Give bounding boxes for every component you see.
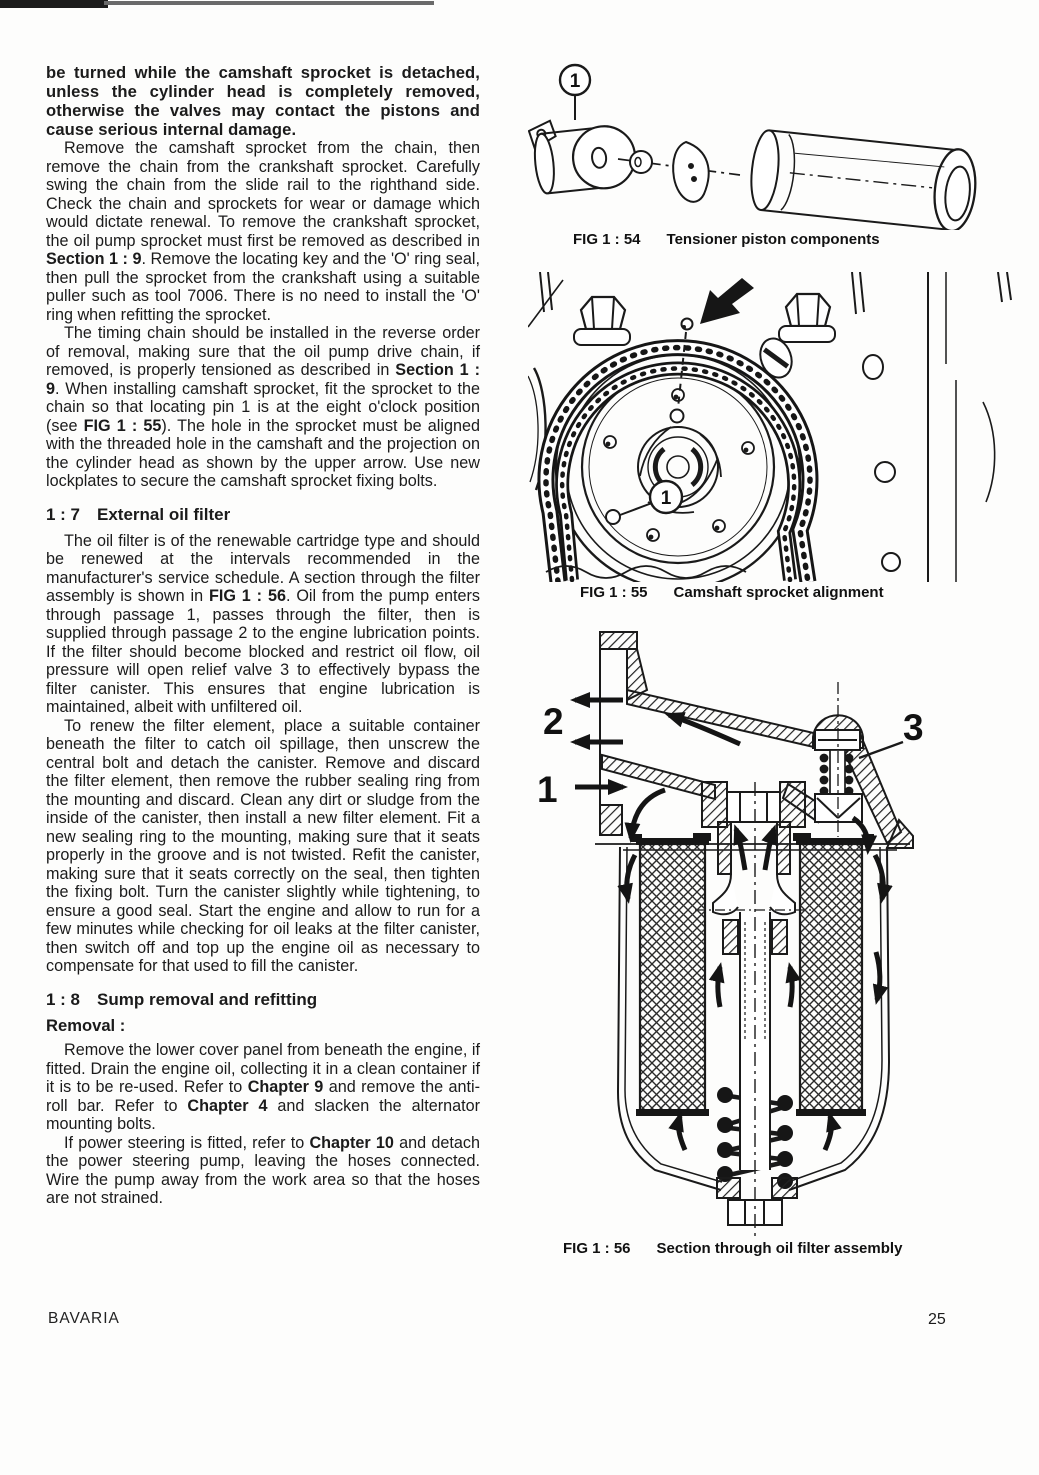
figure-oil-filter-section xyxy=(535,622,1035,1240)
relief-valve-label-3: 3 xyxy=(903,707,924,748)
body-paragraph: The timing chain should be installed in the reverse order of removal, making sure that the oil pump drive chain, if removed, is properly tensioned as described in Section 1 : 9. When installing camshaft sprocket, fit the sprocket to the chain so that locating pin 1 is at the eight o'clock position (see FIG 1 : 55). The hole in the sprocket must be aligned with the threaded hole in the camshaft and the projection on the cylinder head as shown by the upper arrow. Use new lockplates to secure the camshaft sprocket fixing bolts. xyxy=(46,324,481,490)
tensioner-label-1: 1 xyxy=(569,71,581,92)
caption-number: FIG 1 : 54 xyxy=(573,231,641,248)
figure-caption-54 xyxy=(573,231,880,248)
locating-pin-hole xyxy=(606,510,620,524)
caption-number: FIG 1 : 55 xyxy=(580,584,648,601)
warning-paragraph: be turned while the camshaft sprocket is detached, unless the cylinder head is completely removed, otherwise the valves may contact the pistons and cause serious internal damage. xyxy=(46,63,480,139)
passage-label-1: 1 xyxy=(537,769,558,810)
footer-page-number: 25 xyxy=(928,1311,946,1328)
footer-publication: BAVARIA xyxy=(48,1310,120,1327)
head-upper-wall xyxy=(627,690,818,748)
body-paragraph: Remove the camshaft sprocket from the chain, then remove the chain from the crankshaft sprocket. Carefully swing the chain from the slide rail to the righthand side. Check the chain and sprockets for wear or damage which would dictate renewal. To remove the crankshaft sprocket, the oil pump sprocket must first be removed as described in Section 1 : 9. Remove the locating key and the 'O' ring seal, then pull the sprocket from the crankshaft using a suitable puller such as tool 7006. There is no need to install the 'O' ring when refitting the sprocket. xyxy=(46,139,480,324)
figure-camshaft-sprocket xyxy=(528,272,1028,582)
body-paragraph: If power steering is fitted, refer to Chapter 10 and detach the power steering pump, leaving the hoses connected. Wire the pump away from the work area so that the hoses are not strained. xyxy=(46,1133,480,1207)
figure-caption-56 xyxy=(563,1240,902,1257)
alignment-arrow-icon xyxy=(700,278,754,324)
figure-tensioner-piston xyxy=(528,58,1008,230)
section-heading-1-7: 1 : 7 External oil filter xyxy=(46,504,231,524)
caption-title: Tensioner piston components xyxy=(666,231,880,248)
body-paragraph: To renew the filter element, place a suitable container beneath the filter to catch oil spillage, then unscrew the central bolt and detach the canister. Remove and discard the filter element, then remove the rubber sealing ring from the mounting and discard. Clean any dirt or sludge from the inside of the canister, then install a new filter element. Fit a new sealing ring to the mounting, making sure that it seats properly in the groove and is not twisted. Refit the canister, making sure that it seats correctly on the seal, then tighten the fixing bolt. Turn the canister slightly while tightening, to ensure a good seal. Start the engine and allow to run for a few minutes while checking for oil leaks at the filter canister, then switch off and top up the engine oil as necessary to compensate for that used to fill the canister. xyxy=(46,716,480,975)
sprocket-label-1: 1 xyxy=(660,488,672,509)
subheading-removal: Removal : xyxy=(46,1015,126,1035)
scan-artifact xyxy=(0,0,108,8)
text-column xyxy=(46,63,480,1208)
scan-artifact xyxy=(104,1,434,5)
caption-number: FIG 1 : 56 xyxy=(563,1240,631,1257)
passage-label-2: 2 xyxy=(543,701,564,742)
caption-title: Section through oil filter assembly xyxy=(656,1240,903,1257)
section-heading-1-8: 1 : 8 Sump removal and refitting xyxy=(46,989,318,1009)
head-bolt-icon xyxy=(574,297,630,345)
caption-title: Camshaft sprocket alignment xyxy=(673,584,884,601)
body-paragraph: The oil filter is of the renewable cartridge type and should be renewed at the intervals recommended in the manufacturer's service schedule. A section through the filter assembly is shown in FIG 1 : 56. Oil from the pump enters through passage 1, passes through the filter, then is supplied through passage 2 to the engine lubrication points. If the filter should become blocked and restrict oil flow, oil pressure will open relief valve 3 to effectively bypass the filter canister. This ensures that engine lubrication is maintained, albeit with unfiltered oil. xyxy=(46,531,480,716)
head-bolt-icon xyxy=(779,294,835,342)
figure-caption-55 xyxy=(580,584,884,601)
body-paragraph: Remove the lower cover panel from beneath the engine, if fitted. Drain the engine oil, collecting it in a clean container if it is to be re-used. Refer to Chapter 9 and remove the anti-roll bar. Refer to Chapter 4 and slacken the alternator mounting bolts. xyxy=(46,1041,480,1133)
